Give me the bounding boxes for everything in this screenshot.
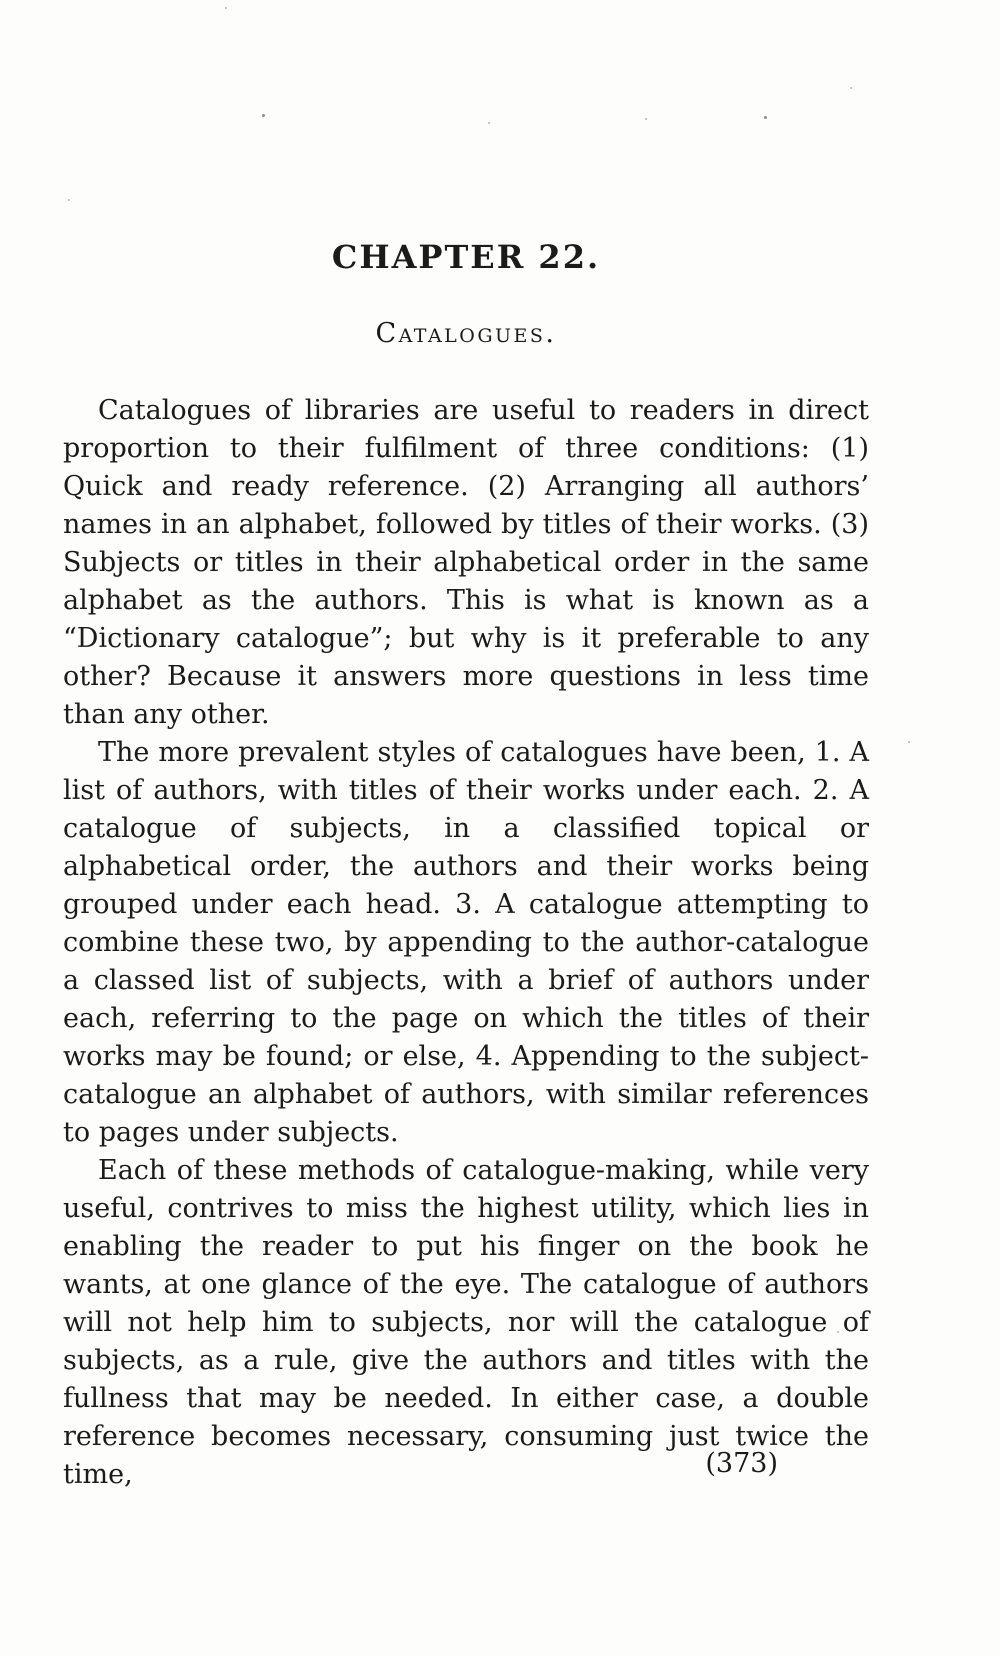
paragraph-3: Each of these methods of catalogue-making, while very useful, contrives to miss the highest utility, which lies in enabling the reader to put his finger on the book he wants, at one glance of the eye. The catalogue of authors will not help him to subjects, nor will the catalogue of subjects, as a rule, give the authors and titles with the fullness that may be needed. In either case, a double reference becomes necessary, consuming just twice the time,	[63, 1155, 869, 1490]
body-text	[63, 392, 869, 1494]
text-column	[63, 0, 869, 1494]
paragraph-1: Catalogues of libraries are useful to readers in direct proportion to their fulfilment of three conditions: (1) Quick and ready reference. (2) Arranging all authors’ names in an alphabet, followed by titles of their works. (3) Subjects or titles in their alphabetical order in the same alphabet as the authors. This is what is known as a “Dictionary catalogue”; but why is it preferable to any other? Because it answers more questions in less time than any other.	[63, 395, 869, 730]
chapter-heading: CHAPTER 22.	[331, 238, 601, 276]
scan-artifact	[908, 741, 910, 743]
section-title: Catalogues.	[375, 318, 557, 349]
paragraph-2: The more prevalent styles of catalogues have been, 1. A list of authors, with titles of their works under each. 2. A catalogue of subjects, in a classified topical or alphabetical order, the authors and their works being grouped under each head. 3. A catalogue attempting to combine these two, by appending to the author-catalogue a classed list of subjects, with a brief of authors under each, referring to the page on which the titles of their works may be found; or else, 4. Appending to the subject-catalogue an alphabet of authors, with similar references to pages under subjects.	[63, 737, 869, 1148]
page-number: (373)	[705, 1448, 778, 1479]
